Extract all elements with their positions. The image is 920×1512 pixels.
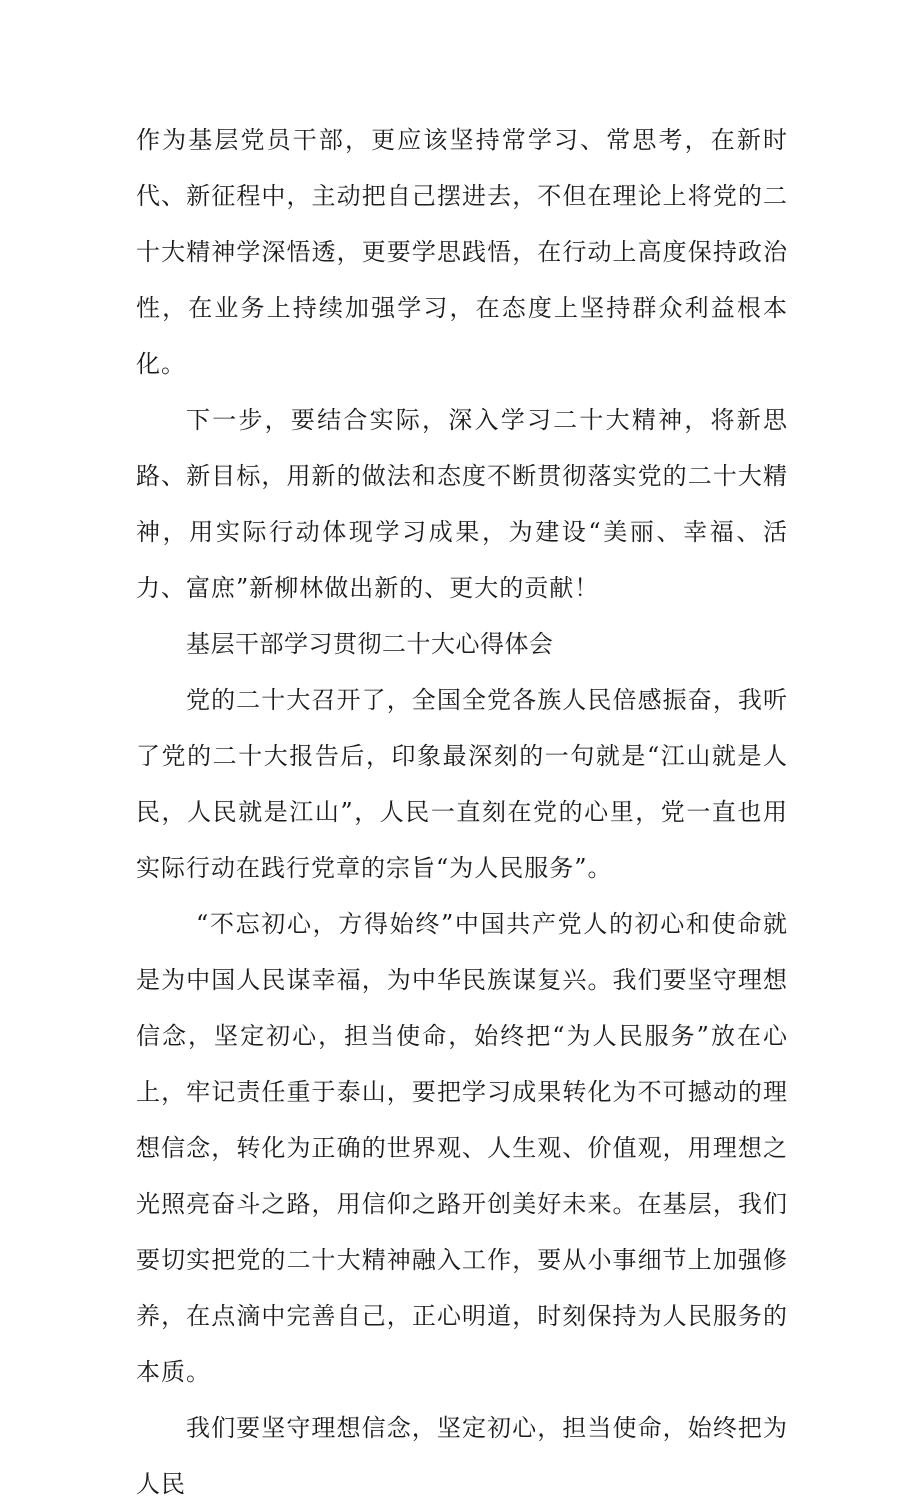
paragraph-final: 我们要坚守理想信念，坚定初心，担当使命，始终把为人民 bbox=[136, 1414, 788, 1498]
paragraph-original-aspiration: “不忘初心，方得始终”中国共产党人的初心和使命就是为中国人民谋幸福，为中华民族谋复兴。我们要坚守理想信念，坚定初心，担当使命，始终把“为人民服务”放在心上，牢记责任重于泰山，要把学习成果转化为不可撼动的理想信念，转化为正确的世界观、人生观、价值观，用理想之光照亮奋斗之路，用信仰之路开创美好未来。在基层，我们要切实把党的二十大精神融入工作，要从小事细节上加强修养，在点滴中完善自己，正心明道，时刻保持为人民服务的本质。 bbox=[136, 910, 788, 1386]
section-title: 基层干部学习贯彻二十大心得体会 bbox=[186, 630, 554, 658]
paragraph-intro: 党的二十大召开了，全国全党各族人民倍感振奋，我听了党的二十大报告后，印象最深刻的一句就是“江山就是人民，人民就是江山”，人民一直刻在党的心里，党一直也用实际行动在践行党章的宗旨“为人民服务”。 bbox=[136, 686, 788, 882]
document-body bbox=[136, 112, 788, 1512]
paragraph-next-step: 下一步，要结合实际，深入学习二十大精神，将新思路、新目标，用新的做法和态度不断贯彻落实党的二十大精神，用实际行动体现学习成果，为建设“美丽、幸福、活力、富庶”新柳林做出新的、更大的贡献！ bbox=[136, 406, 788, 602]
paragraph-continuation: 作为基层党员干部，更应该坚持常学习、常思考，在新时代、新征程中，主动把自己摆进去，不但在理论上将党的二十大精神学深悟透，更要学思践悟，在行动上高度保持政治性，在业务上持续加强学习，在态度上坚持群众利益根本化。 bbox=[136, 126, 788, 378]
